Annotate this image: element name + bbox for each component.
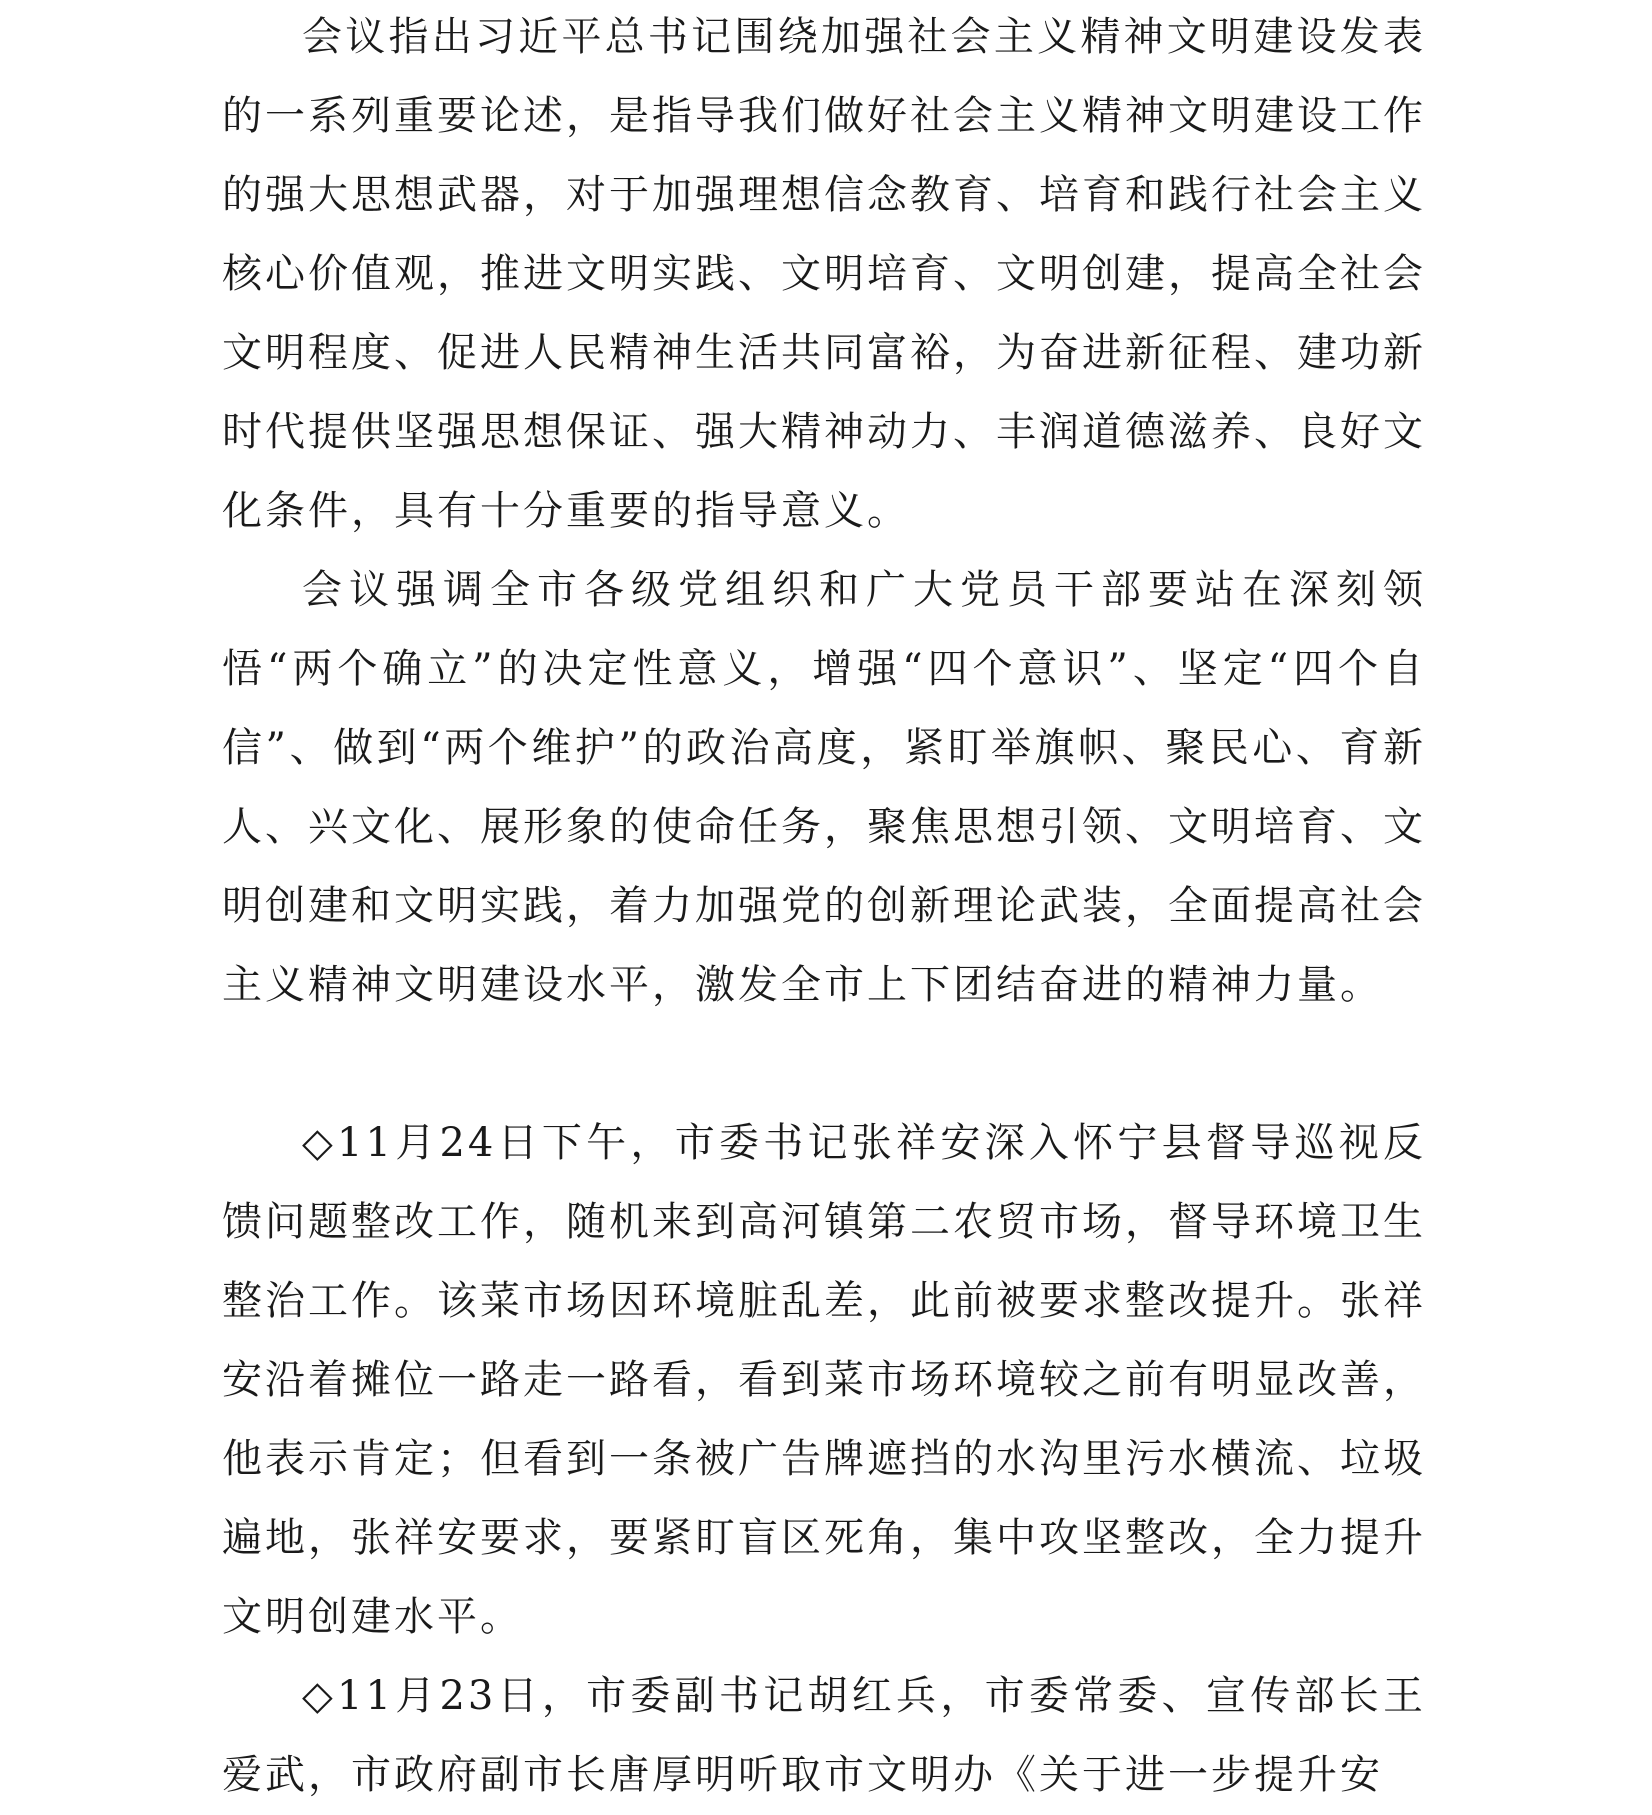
paragraph-news-item-nov24: ◇11月24日下午，市委书记张祥安深入怀宁县督导巡视反馈问题整改工作，随机来到高河镇第二农贸市场，督导环境卫生整治工作。该菜市场因环境脏乱差，此前被要求整改提升。张祥安沿着摊位一路走一路看，看到菜市场环境较之前有明显改善，他表示肯定；但看到一条被广告牌遮挡的水沟里污水横流、垃圾遍地，张祥安要求，要紧盯盲区死角，集中攻坚整改，全力提升文明创建水平。 xyxy=(222,1120,1426,1640)
article-body xyxy=(222,0,1426,1815)
paragraph-meeting-emphasis: 会议强调全市各级党组织和广大党员干部要站在深刻领悟“两个确立”的决定性意义，增强“四个意识”、坚定“四个自信”、做到“两个维护”的政治高度，紧盯举旗帜、聚民心、育新人、兴文化、展形象的使命任务，聚焦思想引领、文明培育、文明创建和文明实践，着力加强党的创新理论武装，全面提高社会主义精神文明建设水平，激发全市上下团结奋进的精神力量。 xyxy=(222,567,1426,1008)
paragraph-meeting-significance: 会议指出习近平总书记围绕加强社会主义精神文明建设发表的一系列重要论述，是指导我们做好社会主义精神文明建设工作的强大思想武器，对于加强理想信念教育、培育和践行社会主义核心价值观，推进文明实践、文明培育、文明创建，提高全社会文明程度、促进人民精神生活共同富裕，为奋进新征程、建功新时代提供坚强思想保证、强大精神动力、丰润道德滋养、良好文化条件，具有十分重要的指导意义。 xyxy=(222,14,1426,534)
paragraph-news-item-nov23: ◇11月23日，市委副书记胡红兵，市委常委、宣传部长王爱武，市政府副市长唐厚明听取市文明办《关于进一步提升安 xyxy=(222,1673,1426,1798)
paragraph-spacer xyxy=(222,1025,1426,1104)
